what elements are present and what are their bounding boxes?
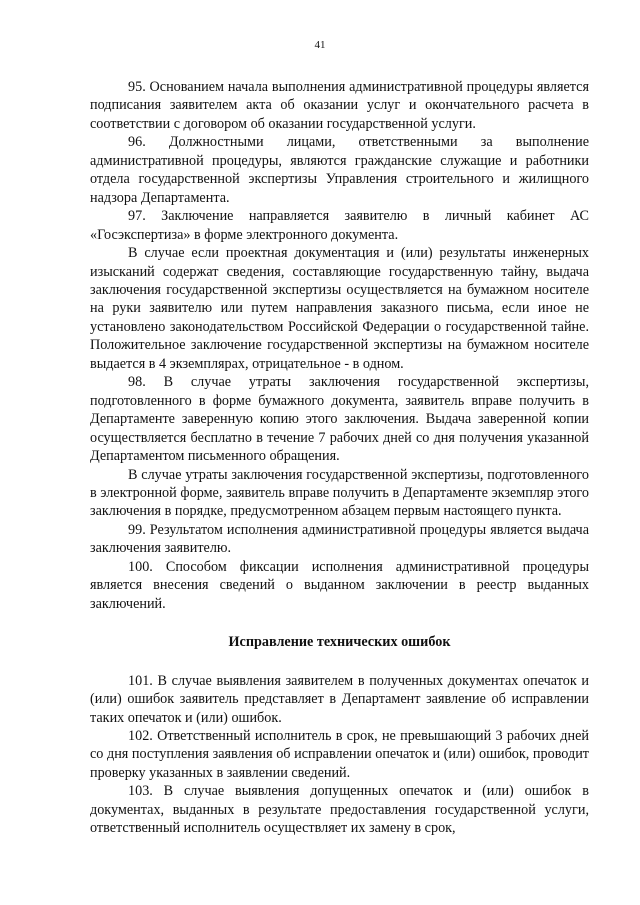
- document-body: [90, 78, 589, 838]
- paragraph-100: 100. Способом фиксации исполнения административной процедуры является внесения сведений о выданном заключении в реестр выданных заключений.: [90, 558, 589, 612]
- paragraph-98: 98. В случае утраты заключения государственной экспертизы, подготовленного в форме бумажного документа, заявитель вправе получить в Департаменте заверенную копию этого заключения. Выдача заверенной копии осуществляется бесплатно в течение 7 рабочих дней со дня получения указанной Департаментом письменного обращения.: [90, 374, 589, 465]
- page-number: 41: [314, 39, 326, 51]
- paragraph-96: 96. Должностными лицами, ответственными за выполнение административной процедуры, являются гражданские служащие и работники отдела государственной экспертизы Управления строительного и жилищного надзора Департамента.: [90, 134, 589, 206]
- paragraph-97-state-secret: В случае если проектная документация и (или) результаты инженерных изысканий содержат сведения, составляющие государственную тайну, выдача заключения государственной экспертизы осуществляется на бумажном носителе на руки заявителю или путем направления заказного письма, если иное не установлено законодательством Российской Федерации о государственной тайне. Положительное заключение государственной экспертизы на бумажном носителе выдается в 4 экземплярах, отрицательное - в одном.: [90, 245, 589, 372]
- paragraph-95: 95. Основанием начала выполнения административной процедуры является подписания заявителем акта об оказании услуг и окончательного расчета в соответствии с договором об оказании государственной услуги.: [90, 79, 589, 132]
- paragraph-99: 99. Результатом исполнения административной процедуры является выдача заключения заявителю.: [90, 521, 589, 557]
- paragraph-97: 97. Заключение направляется заявителю в личный кабинет АС «Госэкспертиза» в форме электронного документа.: [90, 208, 589, 243]
- paragraph-102: 102. Ответственный исполнитель в срок, не превышающий 3 рабочих дней со дня поступления заявления об исправлении опечаток и (или) ошибок, проводит проверку указанных в заявлении сведений.: [90, 727, 589, 781]
- section-heading: Исправление технических ошибок: [228, 634, 451, 651]
- paragraph-103: 103. В случае выявления допущенных опечаток и (или) ошибок в документах, выданных в результате предоставления государственной услуги, ответственный исполнитель осуществляет их замену в срок,: [90, 783, 589, 837]
- paragraph-98-electronic: В случае утраты заключения государственной экспертизы, подготовленного в электронной форме, заявитель вправе получить в Департаменте экземпляр этого заключения в порядке, предусмотренном абзацем первым настоящего пункта.: [90, 466, 589, 520]
- paragraph-101: 101. В случае выявления заявителем в полученных документах опечаток и (или) ошибок заявитель представляет в Департамент заявление об исправлении таких опечаток и (или) ошибок.: [90, 672, 589, 726]
